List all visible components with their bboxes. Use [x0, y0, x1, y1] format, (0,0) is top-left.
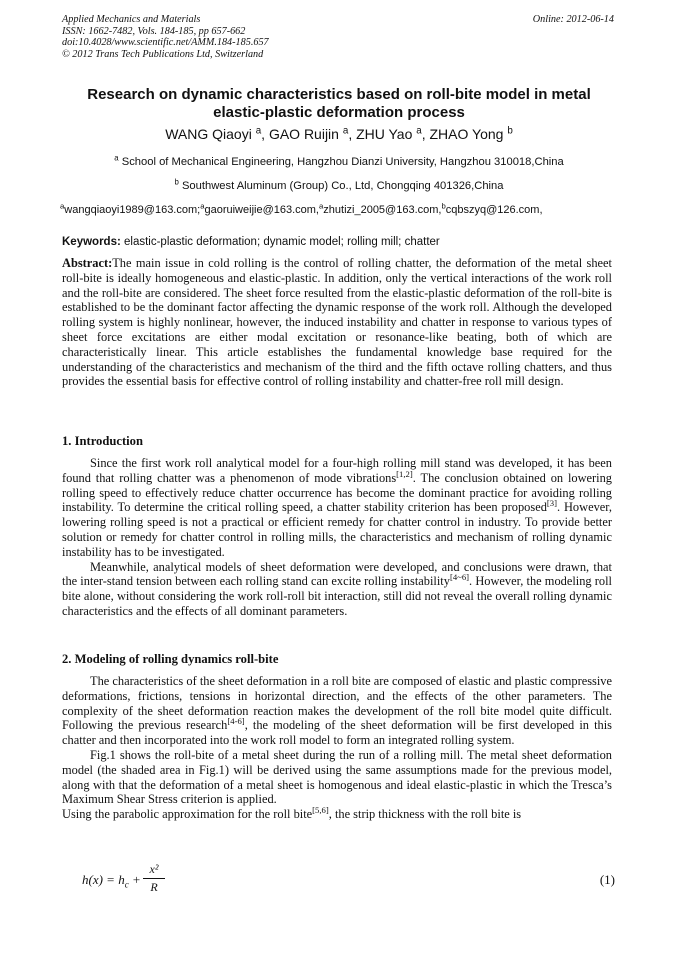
journal-header — [62, 14, 614, 60]
email-mark: a — [319, 201, 324, 211]
fraction-bar — [143, 878, 165, 879]
issn-line: ISSN: 1662-7482, Vols. 184-185, pp 657-662 — [62, 25, 246, 37]
author-affil-mark: a — [255, 125, 262, 137]
section-1-heading: 1. Introduction — [62, 434, 143, 448]
abstract — [62, 256, 612, 389]
keywords — [62, 236, 616, 248]
text-run: Using the parabolic approximation for the roll bite — [62, 807, 313, 822]
paragraph — [62, 748, 612, 807]
author-affil-mark: a — [342, 125, 349, 137]
abstract-label: Abstract: — [62, 256, 113, 270]
email-list — [60, 201, 618, 216]
author-separator: , — [348, 126, 357, 142]
text-run: , the modeling of the sheet deformation will be first developed in this chatter and then incorporated into the work roll model to form an integrated rolling system. — [62, 718, 612, 748]
author-separator: , — [421, 126, 430, 142]
paragraph — [62, 456, 612, 560]
email-address[interactable]: gaoruiweijie@163.com, — [204, 204, 319, 216]
text-run: The characteristics of the sheet deformation in a roll bite are composed of elastic and plastic compressive deformations, frictions, tensions in horizontal direction, and the effects of the other parameters. The complexity of the sheet deformation reaction makes the development of the roll bite model quite difficult. Following the previous research — [62, 674, 612, 733]
section-1-body — [62, 456, 612, 619]
author-name: ZHU Yao — [356, 126, 413, 142]
affiliation-mark: b — [174, 177, 179, 187]
paragraph — [62, 674, 612, 748]
online-date: Online: 2012-06-14 — [532, 14, 614, 25]
equation-subscript: c — [124, 879, 129, 890]
text-run: , the strip thickness with the roll bite is — [328, 807, 522, 822]
equation-fraction — [143, 862, 165, 894]
citation[interactable]: [3] — [546, 498, 557, 509]
citation[interactable]: [1,2] — [396, 468, 413, 479]
paper-title — [50, 86, 628, 122]
keywords-label: Keywords: — [62, 236, 121, 248]
title-line-1: Research on dynamic characteristics based on roll-bite model in metal — [87, 86, 591, 103]
email-address[interactable]: zhutizi_2005@163.com, — [323, 204, 442, 216]
text-run: Fig.1 shows the roll-bite of a metal sheet during the run of a rolling mill. The metal sheet deformation model (the shaded area in Fig.1) will be derived using the same assumptions made for the previous model, along with that the deformation of a metal sheet is homogenous and ideal elastic-plastic in which the Tresca’s Maximum Shear Stress criterion is applied. — [62, 747, 612, 807]
copyright-line: © 2012 Trans Tech Publications Ltd, Switzerland — [62, 48, 264, 60]
equation-number: (1) — [599, 872, 615, 887]
citation[interactable]: [4-6] — [227, 716, 245, 727]
text-run: Meanwhile, analytical models of sheet deformation were developed, and conclusions were drawn, that the inter-stand tension between each rolling stand can excite rolling instability — [62, 559, 612, 589]
author-name: WANG Qiaoyi — [165, 126, 252, 142]
author-list — [40, 126, 638, 142]
abstract-text: The main issue in cold rolling is the control of rolling chatter, the deformation of the metal sheet roll-bite is ideally homogeneous and elastic-plastic. In addition, only the vertical interactions of the work roll and the roll-bite are considered. The sheet force resulted from the elastic-plastic deformation of the roll-bite is established to be the dominant factor affecting the dynamic response of the work roll. Although the developed rolling system is highly nonlinear, however, the induced instability and chatter in response to various types of sheet force excitations are either modal excitation or resonance-like beating, both of which are characteristically linear. This article establishes the fundamental knowledge base required for the understanding of the characteristics and mechanism of the third and the fifth octave rolling chatters, and thus provides the essential basis for effective control of rolling instability and chatter-free roll mill design. — [62, 256, 612, 389]
affiliation-mark: a — [114, 153, 119, 163]
email-mark: b — [441, 201, 446, 211]
title-line-2: elastic-plastic deformation process — [213, 104, 465, 121]
email-mark: a — [200, 201, 205, 211]
keywords-text: elastic-plastic deformation; dynamic model; rolling mill; chatter — [124, 236, 440, 248]
author-affil-mark: b — [507, 125, 513, 137]
text-run: Since the first work roll analytical model for a four-high rolling mill stand was developed, it has been found that rolling chatter was a phenomenon of mode vibrations — [62, 456, 612, 485]
affiliation-text: Southwest Aluminum (Group) Co., Ltd, Chongqing 401326,China — [181, 180, 504, 192]
affiliation-text: School of Mechanical Engineering, Hangzhou Dianzi University, Hangzhou 310018,China — [121, 156, 564, 168]
paragraph — [62, 807, 612, 822]
paragraph — [62, 560, 612, 619]
text-run: . However, lowering rolling speed is not a practical or efficient remedy for chatter control in industry. To provide better solution or remedy for chatter control in rolling mills, the characteristics and mechanism of rolling dynamic instability has to be investigated. — [62, 500, 612, 559]
email-mark: a — [60, 201, 65, 211]
journal-name: Applied Mechanics and Materials — [62, 14, 201, 25]
doi-line: doi:10.4028/www.scientific.net/AMM.184-185.657 — [62, 37, 269, 49]
author-name: GAO Ruijin — [268, 126, 339, 142]
equation-lhs — [82, 872, 141, 890]
affiliation-a — [30, 153, 648, 168]
equation-1 — [80, 862, 615, 906]
equation-plus: + — [128, 872, 141, 887]
text-run: . However, the modeling roll bite alone, without considering the work roll-roll bit interaction, still did not reveal the overall rolling dynamic characteristics and the effects of all dominant parameters. — [62, 574, 612, 618]
equation-numerator: x² — [149, 862, 159, 876]
section-2-body — [62, 674, 612, 822]
citation[interactable]: [5,6] — [312, 805, 329, 816]
email-address[interactable]: wangqiaoyi1989@163.com; — [64, 204, 201, 216]
equation-denominator: R — [150, 880, 158, 894]
author-affil-mark: a — [416, 125, 422, 137]
affiliation-b — [30, 177, 648, 192]
citation[interactable]: [4~6] — [449, 572, 470, 583]
email-address[interactable]: cqbszyq@126.com, — [445, 204, 543, 216]
author-separator: , — [261, 126, 269, 142]
author-name: ZHAO Yong — [429, 126, 504, 142]
section-2-heading: 2. Modeling of rolling dynamics roll-bite — [62, 652, 279, 666]
text-run: . The conclusion obtained on lowering rolling speed to effectively reduce chatter occurrence has become the dominant practice for avoiding rolling instability. To determine the critical rolling speed, a chatter stability criterion has been proposed — [62, 470, 612, 515]
equation-lhs-text: h(x) = h — [82, 872, 125, 887]
